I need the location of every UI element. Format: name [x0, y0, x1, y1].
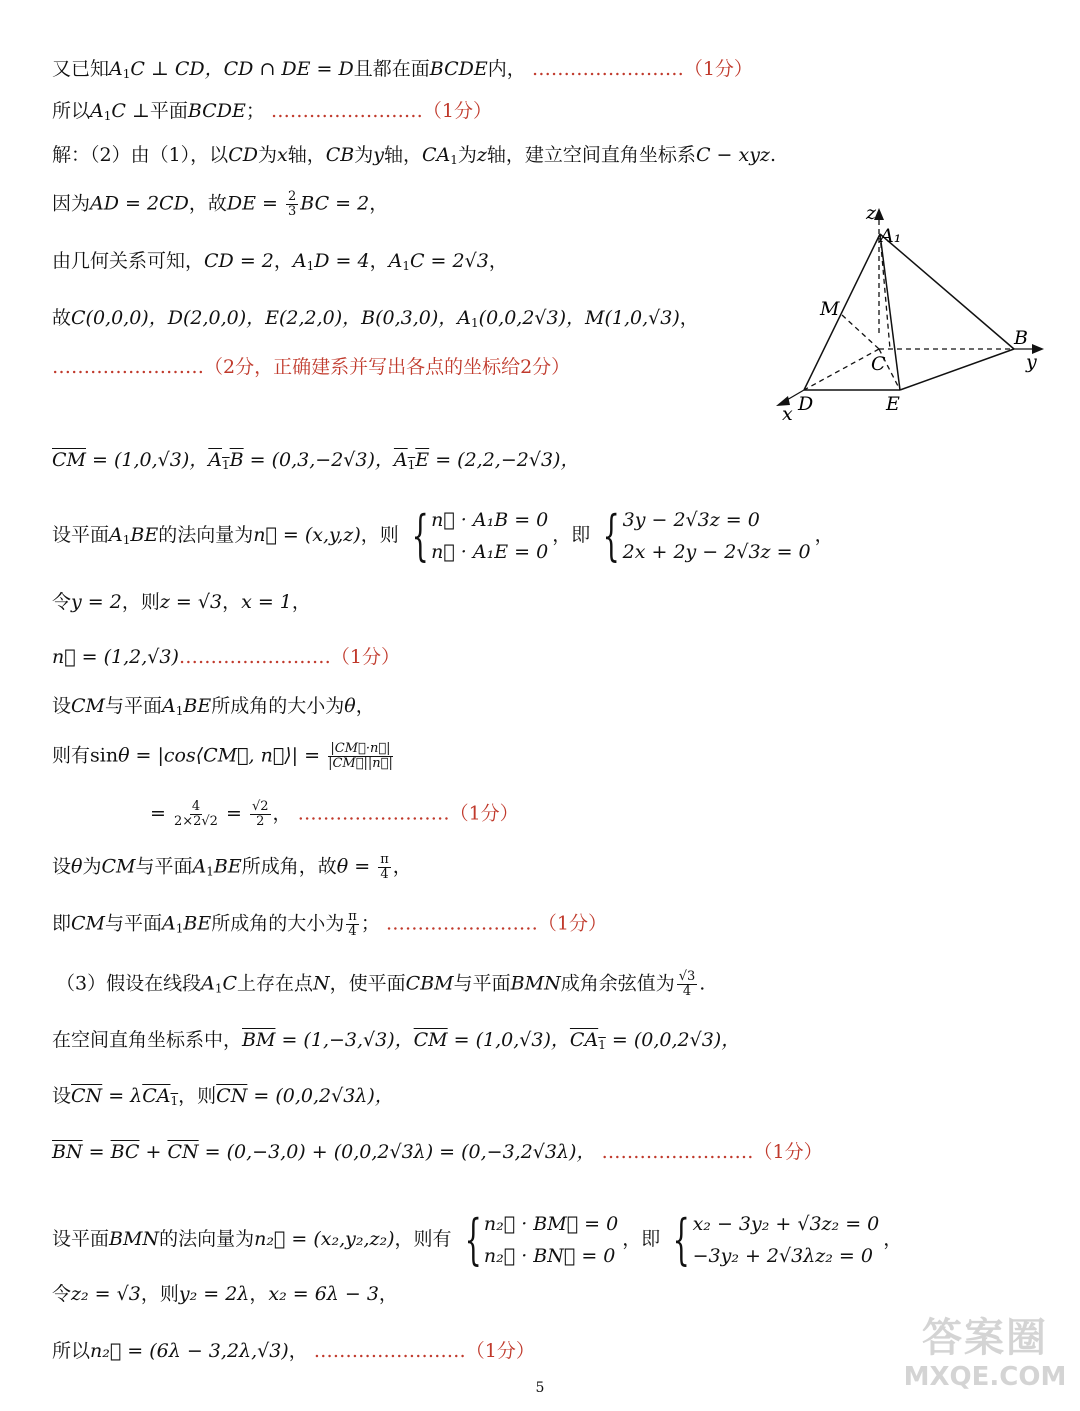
text-line-3: 解：（2）由（1），以CD为x轴，CB为y轴，$CA_1$为z轴，建立空间直角坐标系C − xyz. — [52, 144, 776, 167]
text-line-5: 由几何关系可知，CD = 2，$A_1D = 4$，$A_1C = 2√3$， — [52, 250, 508, 273]
label-z: z — [866, 202, 877, 224]
e-b-edge — [900, 349, 1014, 390]
text-line-17: （3）假设在线段$A_1C$上存在点N，使平面CBM与平面BMN成角余弦值为 $\frac{√3}{4}$ . — [56, 969, 706, 999]
text-line-9: 设平面$A_1BE$的法向量为n⃗ = (x,y,z)，则 { n⃗ · A₁B = 0 n⃗ · A₁E = 0 ，即 { 3y − 2√3z = 0 2x + 2y − 2√3z = 0 ， — [52, 504, 834, 567]
label-b: B — [1014, 327, 1028, 349]
score-note: ……………………（1分） — [601, 1141, 823, 1163]
fraction: $\frac{√2}{2}$ — [251, 799, 269, 829]
watermark-logo: 答案圈 MXQE.COM — [903, 1315, 1067, 1392]
score-note: ……………………（1分） — [297, 802, 519, 825]
text-line-23: 所以n₂⃗ = (6λ − 3,2λ,√3)， ……………………（1分） — [52, 1340, 535, 1362]
pyramid-figure — [770, 198, 1060, 428]
label-a1: A₁ — [880, 225, 902, 247]
fraction: $\frac{2}{3}$ — [287, 189, 297, 219]
text-line-6: 故C(0,0,0)，D(2,0,0)，E(2,2,0)，B(0,3,0)，$A_1(0,0,2√3)$，M(1,0,√3)， — [52, 307, 699, 330]
text-line-15: 设θ为CM与平面$A_1BE$所成角，故θ = $\frac{\pi}{4}$ ， — [52, 852, 412, 882]
score-note: ……………………（1分） — [531, 58, 753, 80]
m-c-dashed-line — [842, 315, 879, 349]
text-line-16: 即CM与平面$A_1BE$所成角的大小为 $\frac{\pi}{4}$ ； ……………………（1分） — [52, 909, 607, 939]
equation-system: { x₂ − 3y₂ + √3z₂ = 0 −3y₂ + 2√3λz₂ = 0 — [672, 1208, 880, 1271]
equation-system: { n⃗ · A₁B = 0 n⃗ · A₁E = 0 — [411, 504, 549, 567]
equation-system: { 3y − 2√3z = 0 2x + 2y − 2√3z = 0 — [602, 504, 811, 567]
score-note: ……………………（1分） — [178, 646, 401, 668]
label-d: D — [798, 393, 814, 415]
equation-system: { n₂⃗ · BM⃗ = 0 n₂⃗ · BN⃗ = 0 — [464, 1208, 619, 1271]
fraction: $\frac{\pi}{4}$ — [348, 909, 357, 939]
fraction: $\frac{\pi}{4}$ — [380, 852, 389, 882]
text-line-13: 则有sinθ = |cos⟨CM⃗, n⃗⟩| = $\frac{|CM⃗\cdot n⃗|}{|CM⃗||n⃗|}$ — [52, 741, 393, 771]
page-number: 5 — [535, 1380, 545, 1396]
label-c: C — [871, 353, 886, 375]
score-note: ……………………（1分） — [313, 1340, 535, 1362]
text-line-2: 所以$A_1C$ ⊥平面BCDE； ……………………（1分） — [52, 100, 492, 123]
text-line-14: = $\frac{4}{2\times 2√2}$ = $\frac{√2}{2}$ ， ……………………（1分） — [150, 799, 519, 829]
text-line-8: $\overline{CM} = (1,0,√3)$，$A_1B = (0,3,-2√3)$，$A_1E = (2,2,-2√3)$， — [52, 449, 580, 472]
score-note: ……………………（1分） — [270, 100, 492, 122]
fraction: $\frac{√3}{4}$ — [678, 969, 696, 999]
text-line-22: 令z₂ = √3，则y₂ = 2λ，x₂ = 6λ − 3， — [52, 1283, 398, 1305]
fraction: $\frac{|CM⃗\cdot n⃗|}{|CM⃗||n⃗|}$ — [328, 741, 393, 771]
label-m: M — [820, 298, 840, 320]
label-y: y — [1026, 351, 1037, 373]
fraction: $\frac{4}{2\times 2√2}$ — [173, 799, 218, 829]
text-line-19: 设$\overline{CN} = \lambda CA_1$，则$\overline{CN} = (0,0,2√3\lambda)$， — [52, 1085, 394, 1108]
text-line-21: 设平面BMN的法向量为n₂⃗ = (x₂,y₂,z₂)，则有 { n₂⃗ · BM⃗ = 0 n₂⃗ · BN⃗ = 0 ，即 { x₂ − 3y₂ + √3z₂ = 0 −3y₂ + 2√3λz₂ = 0 ， — [52, 1208, 903, 1271]
text-line-10: 令y = 2，则z = √3，x = 1， — [52, 591, 311, 613]
cd-dashed-line — [804, 349, 879, 390]
text-line-12: 设CM与平面$A_1BE$所成角的大小为θ， — [52, 695, 375, 718]
text-line-1: 又已知$A_1C$ ⊥ CD，CD ∩ DE = D且都在面BCDE内， ……………………（1分） — [52, 58, 753, 81]
score-note-coordinates: ……………………（2分，正确建系并写出各点的坐标给2分） — [52, 356, 571, 378]
text-line-4: 因为AD = 2CD，故DE = $\frac{2}{3}$ BC = 2， — [52, 189, 389, 219]
a1-d-edge — [804, 234, 880, 390]
label-e: E — [886, 393, 900, 415]
score-note: ……………………（1分） — [385, 912, 607, 935]
text-line-18: 在空间直角坐标系中，$\overline{BM} = (1,-3,√3)$，$\overline{CM} = (1,0,√3)$，$CA_1 = (0,0,2√3)$， — [52, 1029, 741, 1052]
label-x: x — [782, 403, 793, 425]
text-line-20: $\overline{BN} = \overline{BC} + \overline{CN} = (0,-3,0) + (0,0,2√3\lambda) = (0,-3,2√3\lambda)$， ……………………（1分） — [52, 1141, 823, 1163]
text-line-11: n⃗ = (1,2,√3)……………………（1分） — [52, 646, 401, 668]
a1-b-edge — [880, 234, 1014, 349]
